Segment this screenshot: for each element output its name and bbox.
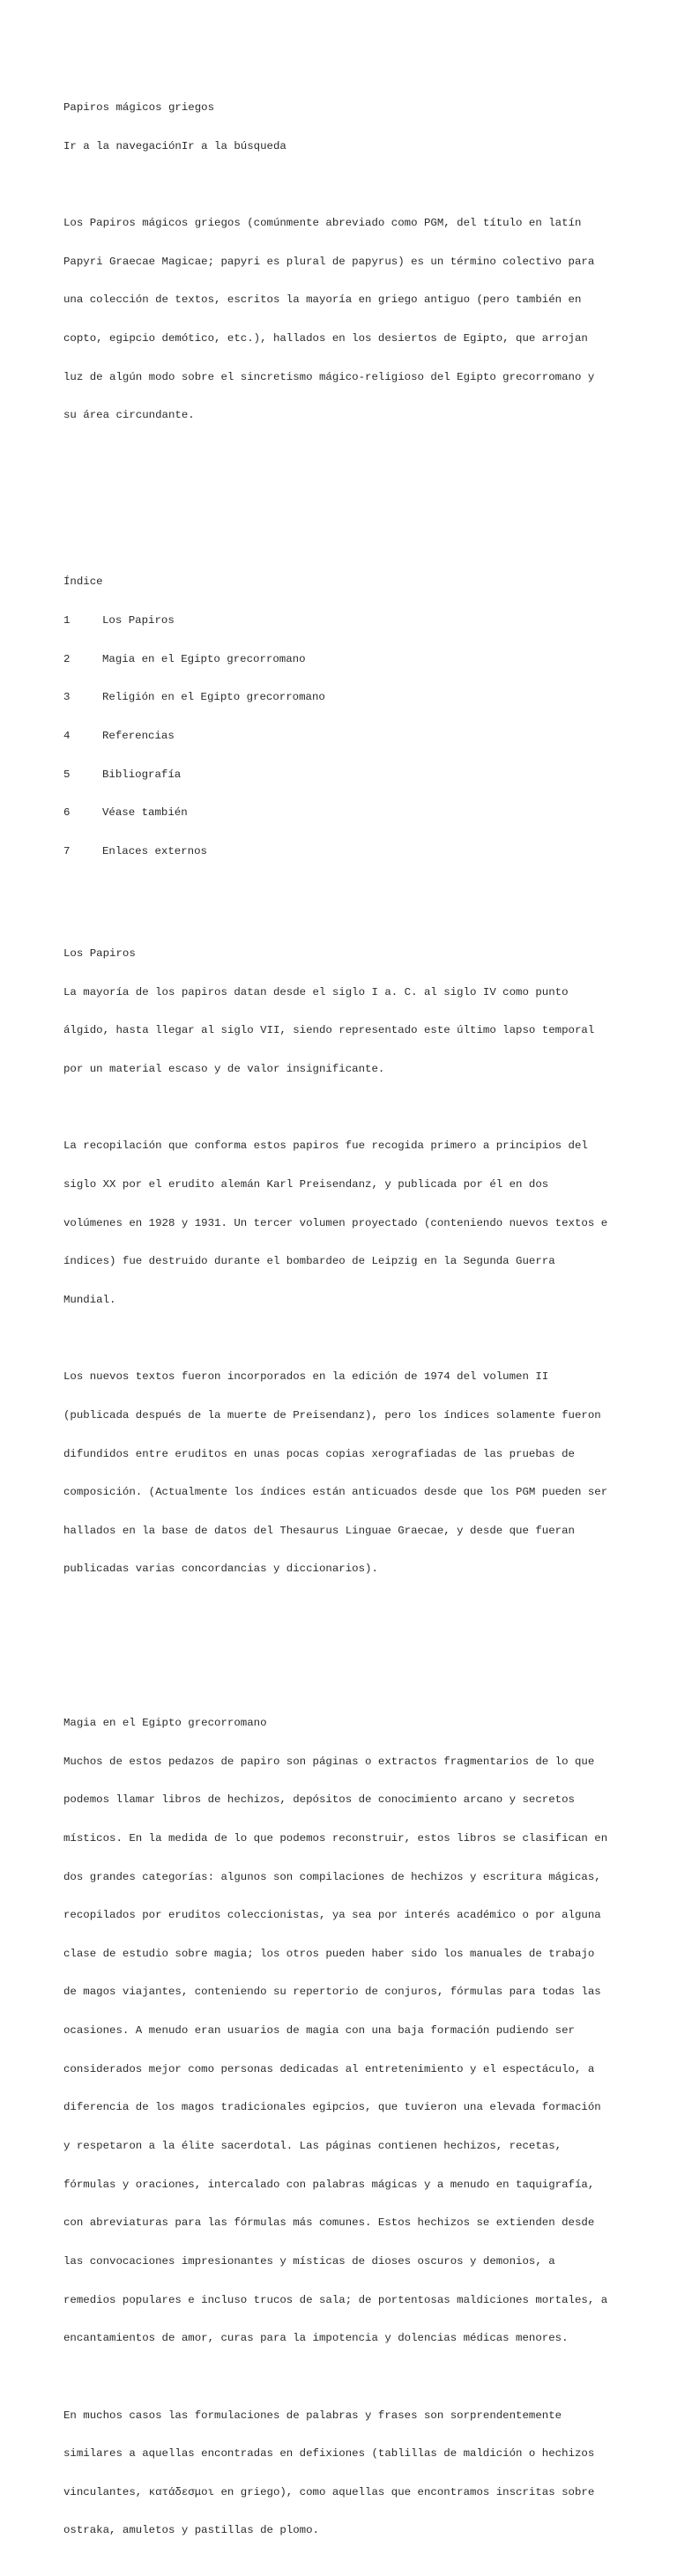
- spacer: [63, 2371, 628, 2384]
- toc-item[interactable]: [63, 691, 628, 704]
- toc-item[interactable]: [63, 768, 628, 782]
- paragraph-line: En muchos casos las formulaciones de palabras y frases son sorprendentemente: [63, 2409, 562, 2422]
- paragraph-line: recopilados por eruditos coleccionistas, ya sea por interés académico o por alguna: [63, 1909, 601, 1922]
- intro-line: luz de algún modo sobre el sincretismo mágico-religioso del Egipto grecorromano y: [63, 370, 595, 383]
- toc-item-label[interactable]: Religión en el Egipto grecorromano: [102, 691, 325, 704]
- toc-item-number: 5: [63, 768, 71, 781]
- document-page: [63, 76, 628, 2576]
- paragraph-line: considerados mejor como personas dedicadas al entretenimiento y el espectáculo, a: [63, 2062, 595, 2075]
- toc-item-number: 4: [63, 729, 71, 742]
- paragraph-line: con abreviaturas para las fórmulas más comunes. Estos hechizos se extienden desde: [63, 2216, 595, 2230]
- spacer: [63, 1102, 628, 1115]
- paragraph-line: siglo XX por el erudito alemán Karl Preisendanz, y publicada por él en dos: [63, 1178, 549, 1191]
- toc-item-number: 7: [63, 844, 71, 857]
- paragraph-line: álgido, hasta llegar al siglo VII, siendo representado este último lapso temporal: [63, 1024, 595, 1037]
- paragraph-line: La recopilación que conforma estos papiros fue recogida primero a principios del: [63, 1140, 588, 1153]
- paragraph-line: encantamientos de amor, curas para la impotencia y dolencias médicas menores.: [63, 2332, 569, 2345]
- paragraph-line: volúmenes en 1928 y 1931. Un tercer volumen proyectado (conteniendo nuevos textos e: [63, 1216, 608, 1229]
- spacer: [63, 1333, 628, 1346]
- spacer: [63, 486, 628, 512]
- paragraph-line: podemos llamar libros de hechizos, depósitos de conocimiento arcano y secretos: [63, 1793, 575, 1807]
- paragraph-line: vinculantes, κατάδεσμοι en griego), como aquellas que encontramos inscritas sobre: [63, 2485, 595, 2498]
- toc-item-label[interactable]: Enlaces externos: [102, 844, 207, 857]
- toc-item[interactable]: [63, 806, 628, 820]
- paragraph-line: clase de estudio sobre magia; los otros pueden haber sido los manuales de trabajo: [63, 1947, 595, 1960]
- toc-item[interactable]: [63, 845, 628, 858]
- paragraph-line: ocasiones. A menudo eran usuarios de magia con una baja formación pudiendo ser: [63, 2024, 575, 2038]
- paragraph-line: fórmulas y oraciones, intercalado con palabras mágicas y a menudo en taquigrafía,: [63, 2178, 595, 2191]
- section-heading: Los Papiros: [63, 947, 136, 961]
- intro-line: Papyri Graecae Magicae; papyri es plural de papyrus) es un término colectivo para: [63, 255, 595, 268]
- paragraph-line: y respetaron a la élite sacerdotal. Las páginas contienen hechizos, recetas,: [63, 2140, 562, 2153]
- paragraph-line: místicos. En la medida de lo que podemos reconstruir, estos libros se clasifican en: [63, 1831, 608, 1845]
- paragraph-line: las convocaciones impresionantes y místicas de dioses oscuros y demonios, a: [63, 2254, 555, 2268]
- toc-item-number: 1: [63, 613, 71, 627]
- intro-line: su área circundante.: [63, 409, 195, 422]
- intro-line: Los Papiros mágicos griegos (comúnmente abreviado como PGM, del título en latín: [63, 217, 582, 230]
- paragraph-line: índices) fue destruido durante el bombardeo de Leipzig en la Segunda Guerra: [63, 1255, 555, 1268]
- intro-paragraph: [63, 191, 628, 448]
- intro-line: copto, egipcio demótico, etc.), hallados en los desiertos de Egipto, que arrojan: [63, 331, 588, 345]
- paragraph-line: Muchos de estos pedazos de papiro son páginas o extractos fragmentarios de lo que: [63, 1755, 595, 1768]
- paragraph-line: por un material escaso y de valor insignificante.: [63, 1063, 385, 1076]
- table-of-contents: [63, 550, 628, 883]
- paragraph-line: similares a aquellas encontradas en defixiones (tablillas de maldición o hechizos: [63, 2447, 595, 2461]
- paragraph-line: ostraka, amuletos y pastillas de plomo.: [63, 2524, 319, 2537]
- paragraph-line: Mundial.: [63, 1293, 116, 1306]
- section-los-papiros: [63, 922, 628, 1601]
- paragraph-line: dos grandes categorías: algunos son compilaciones de hechizos y escritura mágicas,: [63, 1870, 601, 1883]
- paragraph-line: remedios populares e incluso trucos de sala; de portentosas maldiciones mortales, a: [63, 2293, 608, 2306]
- paragraph-line: difundidos entre eruditos en unas pocas copias xerografiadas de las pruebas de: [63, 1447, 575, 1460]
- paragraph-line: publicadas varias concordancias y diccionarios).: [63, 1563, 378, 1576]
- spacer: [63, 1640, 628, 1653]
- toc-heading: Índice: [63, 575, 103, 589]
- paragraph-line: Los nuevos textos fueron incorporados en la edición de 1974 del volumen II: [63, 1370, 549, 1384]
- paragraph-line: hallados en la base de datos del Thesaurus Linguae Graecae, y desde que fueran: [63, 1524, 575, 1537]
- paragraph-line: (publicada después de la muerte de Preisendanz), pero los índices solamente fueron: [63, 1408, 601, 1422]
- toc-item-label[interactable]: Bibliografía: [102, 768, 182, 781]
- nav-links-text[interactable]: Ir a la navegaciónIr a la búsqueda: [63, 139, 286, 152]
- intro-line: una colección de textos, escritos la mayoría en griego antiguo (pero también en: [63, 293, 582, 307]
- section-magia: [63, 1691, 628, 2563]
- toc-item[interactable]: [63, 653, 628, 666]
- toc-item-number: 3: [63, 691, 71, 704]
- toc-item[interactable]: [63, 614, 628, 627]
- paragraph-line: de magos viajantes, conteniendo su repertorio de conjuros, fórmulas para todas las: [63, 1986, 601, 1999]
- paragraph-line: diferencia de los magos tradicionales egipcios, que tuvieron una elevada formación: [63, 2101, 601, 2114]
- toc-item-label[interactable]: Véase también: [102, 806, 188, 820]
- toc-item-label[interactable]: Referencias: [102, 729, 175, 742]
- toc-item-number: 6: [63, 806, 71, 820]
- page-title: Papiros mágicos griegos: [63, 101, 215, 115]
- paragraph-line: La mayoría de los papiros datan desde el siglo I a. C. al siglo IV como punto: [63, 985, 569, 998]
- toc-item[interactable]: [63, 730, 628, 743]
- toc-item-label[interactable]: Magia en el Egipto grecorromano: [102, 652, 306, 665]
- section-heading: Magia en el Egipto grecorromano: [63, 1717, 267, 1729]
- toc-item-number: 2: [63, 652, 71, 665]
- toc-item-label[interactable]: Los Papiros: [102, 613, 175, 627]
- paragraph-line: composición. (Actualmente los índices están anticuados desde que los PGM pueden ser: [63, 1486, 608, 1499]
